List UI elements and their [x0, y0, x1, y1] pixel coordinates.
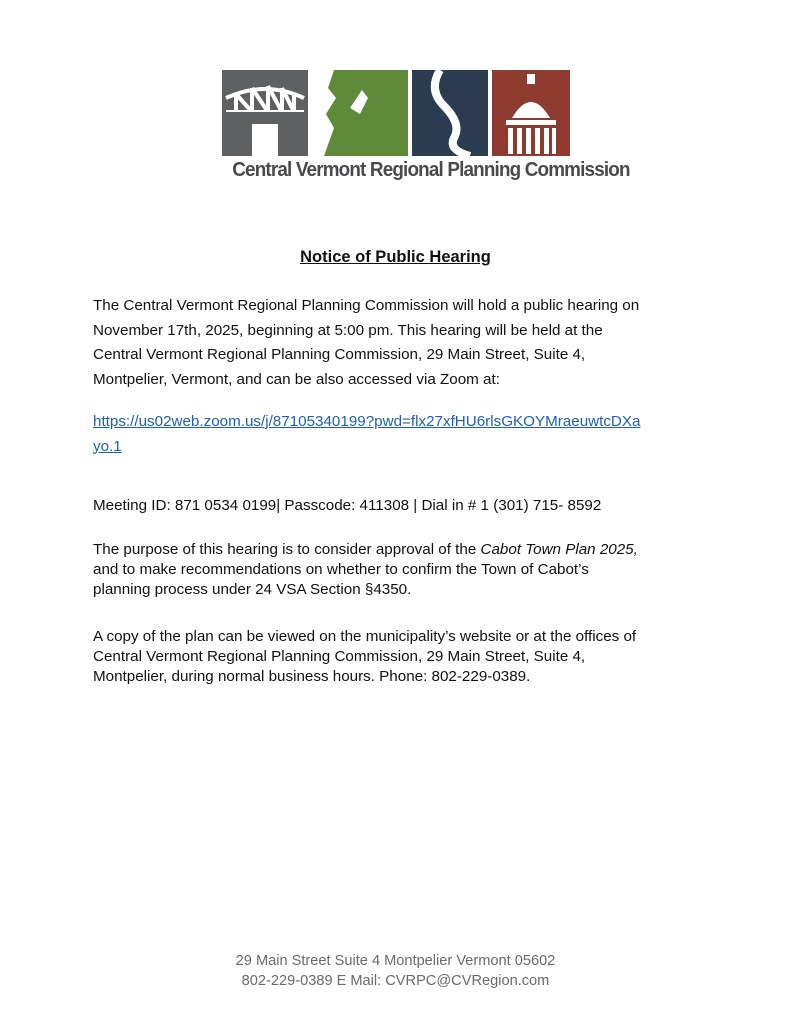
copy-paragraph — [93, 627, 713, 687]
copy-line: Central Vermont Regional Planning Commission, 29 Main Street, Suite 4, — [93, 648, 586, 665]
zoom-link-line[interactable]: yo.1 — [93, 437, 122, 455]
zoom-link[interactable] — [93, 410, 713, 459]
intro-line: Montpelier, Vermont, and can be also accessed via Zoom at: — [93, 370, 500, 388]
purpose-line-1 — [93, 540, 713, 560]
intro-paragraph — [93, 294, 713, 392]
zoom-link-line[interactable]: https://us02web.zoom.us/j/87105340199?pwd=flx27xfHU6rlsGKOYMraeuwtcDXa — [93, 413, 641, 430]
copy-line: Montpelier, during normal business hours. Phone: 802-229-0389. — [93, 668, 531, 685]
plan-name: Cabot Town Plan 2025, — [480, 541, 638, 558]
copy-line: A copy of the plan can be viewed on the municipality’s website or at the offices of — [93, 628, 637, 645]
purpose-line-3: planning process under 24 VSA Section §4350. — [93, 581, 412, 598]
purpose-text: The purpose of this hearing is to consider approval of the — [93, 541, 481, 558]
purpose-line-2: and to make recommendations on whether to confirm the Town of Cabot’s — [93, 561, 589, 578]
purpose-paragraph — [93, 540, 713, 600]
notice-title: Notice of Public Hearing — [300, 248, 491, 266]
footer-contact: 802-229-0389 E Mail: CVRPC@CVRegion.com — [241, 973, 550, 989]
intro-line: The Central Vermont Regional Planning Commission will hold a public hearing on — [93, 297, 640, 314]
intro-line: Central Vermont Regional Planning Commission, 29 Main Street, Suite 4, — [93, 346, 586, 363]
intro-line: November 17th, 2025, beginning at 5:00 pm. This hearing will be held at the — [93, 321, 603, 339]
organization-name: Central Vermont Regional Planning Commission — [232, 158, 630, 181]
footer-address: 29 Main Street Suite 4 Montpelier Vermont 05602 — [235, 953, 556, 969]
meeting-info: Meeting ID: 871 0534 0199| Passcode: 411308 | Dial in # 1 (301) 715- 8592 — [93, 497, 602, 514]
logo-panels-icon — [222, 68, 570, 158]
